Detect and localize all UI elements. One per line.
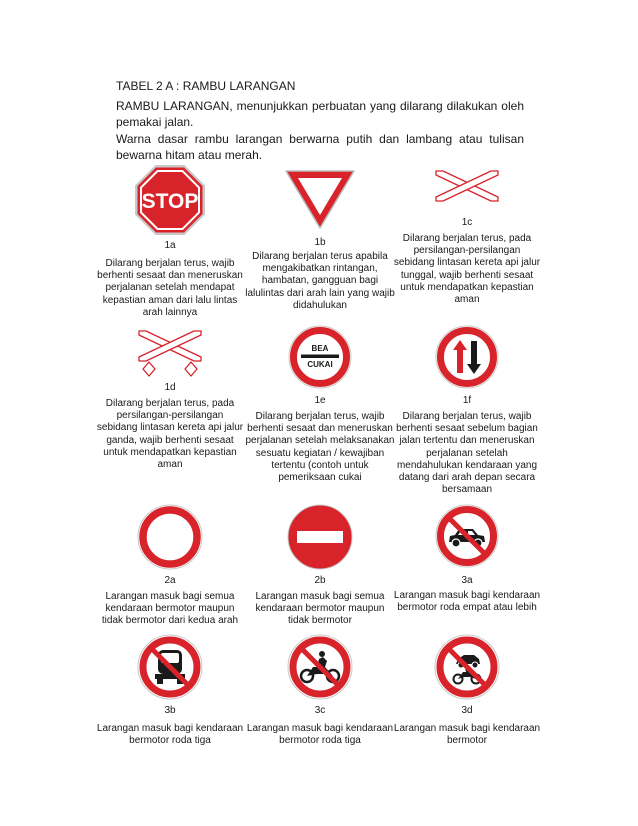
sign-description: Dilarang berjalan terus, wajib berhenti sesaat sebelum bagian jalan tertentu dan meneruskan perjalanan setelah mendahulukan kendaraan yang datang dari arah depan secara bersamaan xyxy=(396,411,538,496)
sign-code: 3d xyxy=(461,705,473,716)
sign-code: 1e xyxy=(314,395,326,406)
sign-code: 2a xyxy=(164,575,176,586)
sign-description: Larangan masuk bagi kendaraan bermotor roda tiga xyxy=(96,723,244,747)
no-vehicles-icon xyxy=(137,504,203,570)
table-title: TABEL 2 A : RAMBU LARANGAN xyxy=(116,79,296,93)
sign-code: 2b xyxy=(314,575,326,586)
sign-description: Dilarang berjalan terus apabila mengakibatkan rintangan, hambatan, gangguan bagi lalulintas dari arah lain yang wajib didahulukan xyxy=(245,251,395,311)
sign-description: Larangan masuk bagi kendaraan bermotor xyxy=(393,723,541,747)
sign-description: Larangan masuk bagi semua kendaraan bermotor maupun tidak bermotor xyxy=(255,591,385,627)
sign-code: 3b xyxy=(164,705,176,716)
yield-triangle-icon xyxy=(284,168,356,230)
no-three-wheeler-icon xyxy=(137,634,203,700)
sign-description: Larangan masuk bagi semua kendaraan bermotor maupun tidak bermotor dari kedua arah xyxy=(101,591,239,627)
sign-cell-2b xyxy=(251,504,389,626)
oncoming-priority-icon xyxy=(435,325,499,389)
customs-bottom-text: CUKAI xyxy=(307,360,333,369)
sign-cell-2a xyxy=(101,504,239,626)
color-paragraph: Warna dasar rambu larangan berwarna putih dan lambang atau tulisan bewarna hitam atau merah. xyxy=(116,132,524,162)
double-railway-crossing-icon xyxy=(137,329,203,379)
sign-cell-1d xyxy=(96,325,244,475)
sign-description: Larangan masuk bagi kendaraan bermotor roda empat atau lebih xyxy=(393,590,541,614)
sign-cell-3b xyxy=(96,634,244,756)
sign-cell-1a xyxy=(97,165,243,318)
no-motor-vehicles-icon xyxy=(434,634,500,700)
no-motorcycles-icon xyxy=(287,634,353,700)
sign-code: 1c xyxy=(461,217,473,228)
sign-cell-1e xyxy=(245,325,395,495)
sign-code: 1b xyxy=(314,237,326,248)
sign-cell-3a xyxy=(393,504,541,626)
single-railway-crossing-icon xyxy=(434,169,500,203)
sign-description: Dilarang berjalan terus, pada persilangan-persilangan sebidang lintasan kereta api jalur tunggal, wajib berhenti sesaat untuk mendapatkan kepastian aman xyxy=(393,233,541,306)
intro-paragraph: RAMBU LARANGAN, menunjukkan perbuatan yang dilarang dilakukan oleh pemakai jalan. xyxy=(116,99,524,129)
sign-description: Dilarang berjalan terus, wajib berhenti sesaat dan meneruskan perjalanan setelah mendapat kepastian aman dari lalu lintas arah lainnya xyxy=(97,258,243,318)
sign-description: Dilarang berjalan terus, pada persilangan-persilangan sebidang lintasan kereta api jalur ganda, wajib berhenti sesaat untuk mendapatkan kepastian aman xyxy=(96,398,244,471)
sign-code: 1d xyxy=(164,382,176,393)
sign-cell-1b xyxy=(245,165,395,315)
sign-description: Larangan masuk bagi kendaraan bermotor roda tiga xyxy=(246,723,394,747)
sign-code: 1f xyxy=(462,395,472,406)
customs-top-text: BEA xyxy=(311,344,329,353)
sign-cell-1f xyxy=(398,325,536,495)
stop-sign-icon xyxy=(135,165,205,235)
sign-code: 3a xyxy=(461,575,473,586)
sign-cell-3c xyxy=(246,634,394,756)
sign-cell-3d xyxy=(393,634,541,756)
sign-description: Dilarang berjalan terus, wajib berhenti sesaat dan meneruskan perjalanan setelah melaksanakan sesuatu kegiatan / kewajiban tertentu (contoh untuk pemeriksaan cukai xyxy=(245,411,395,484)
no-cars-icon xyxy=(435,504,499,568)
sign-cell-1c xyxy=(393,165,541,315)
stop-sign-text: STOP xyxy=(141,190,199,213)
sign-code: 1a xyxy=(164,240,176,251)
sign-code: 3c xyxy=(314,705,326,716)
no-entry-icon xyxy=(287,504,353,570)
customs-stop-icon xyxy=(288,325,352,389)
